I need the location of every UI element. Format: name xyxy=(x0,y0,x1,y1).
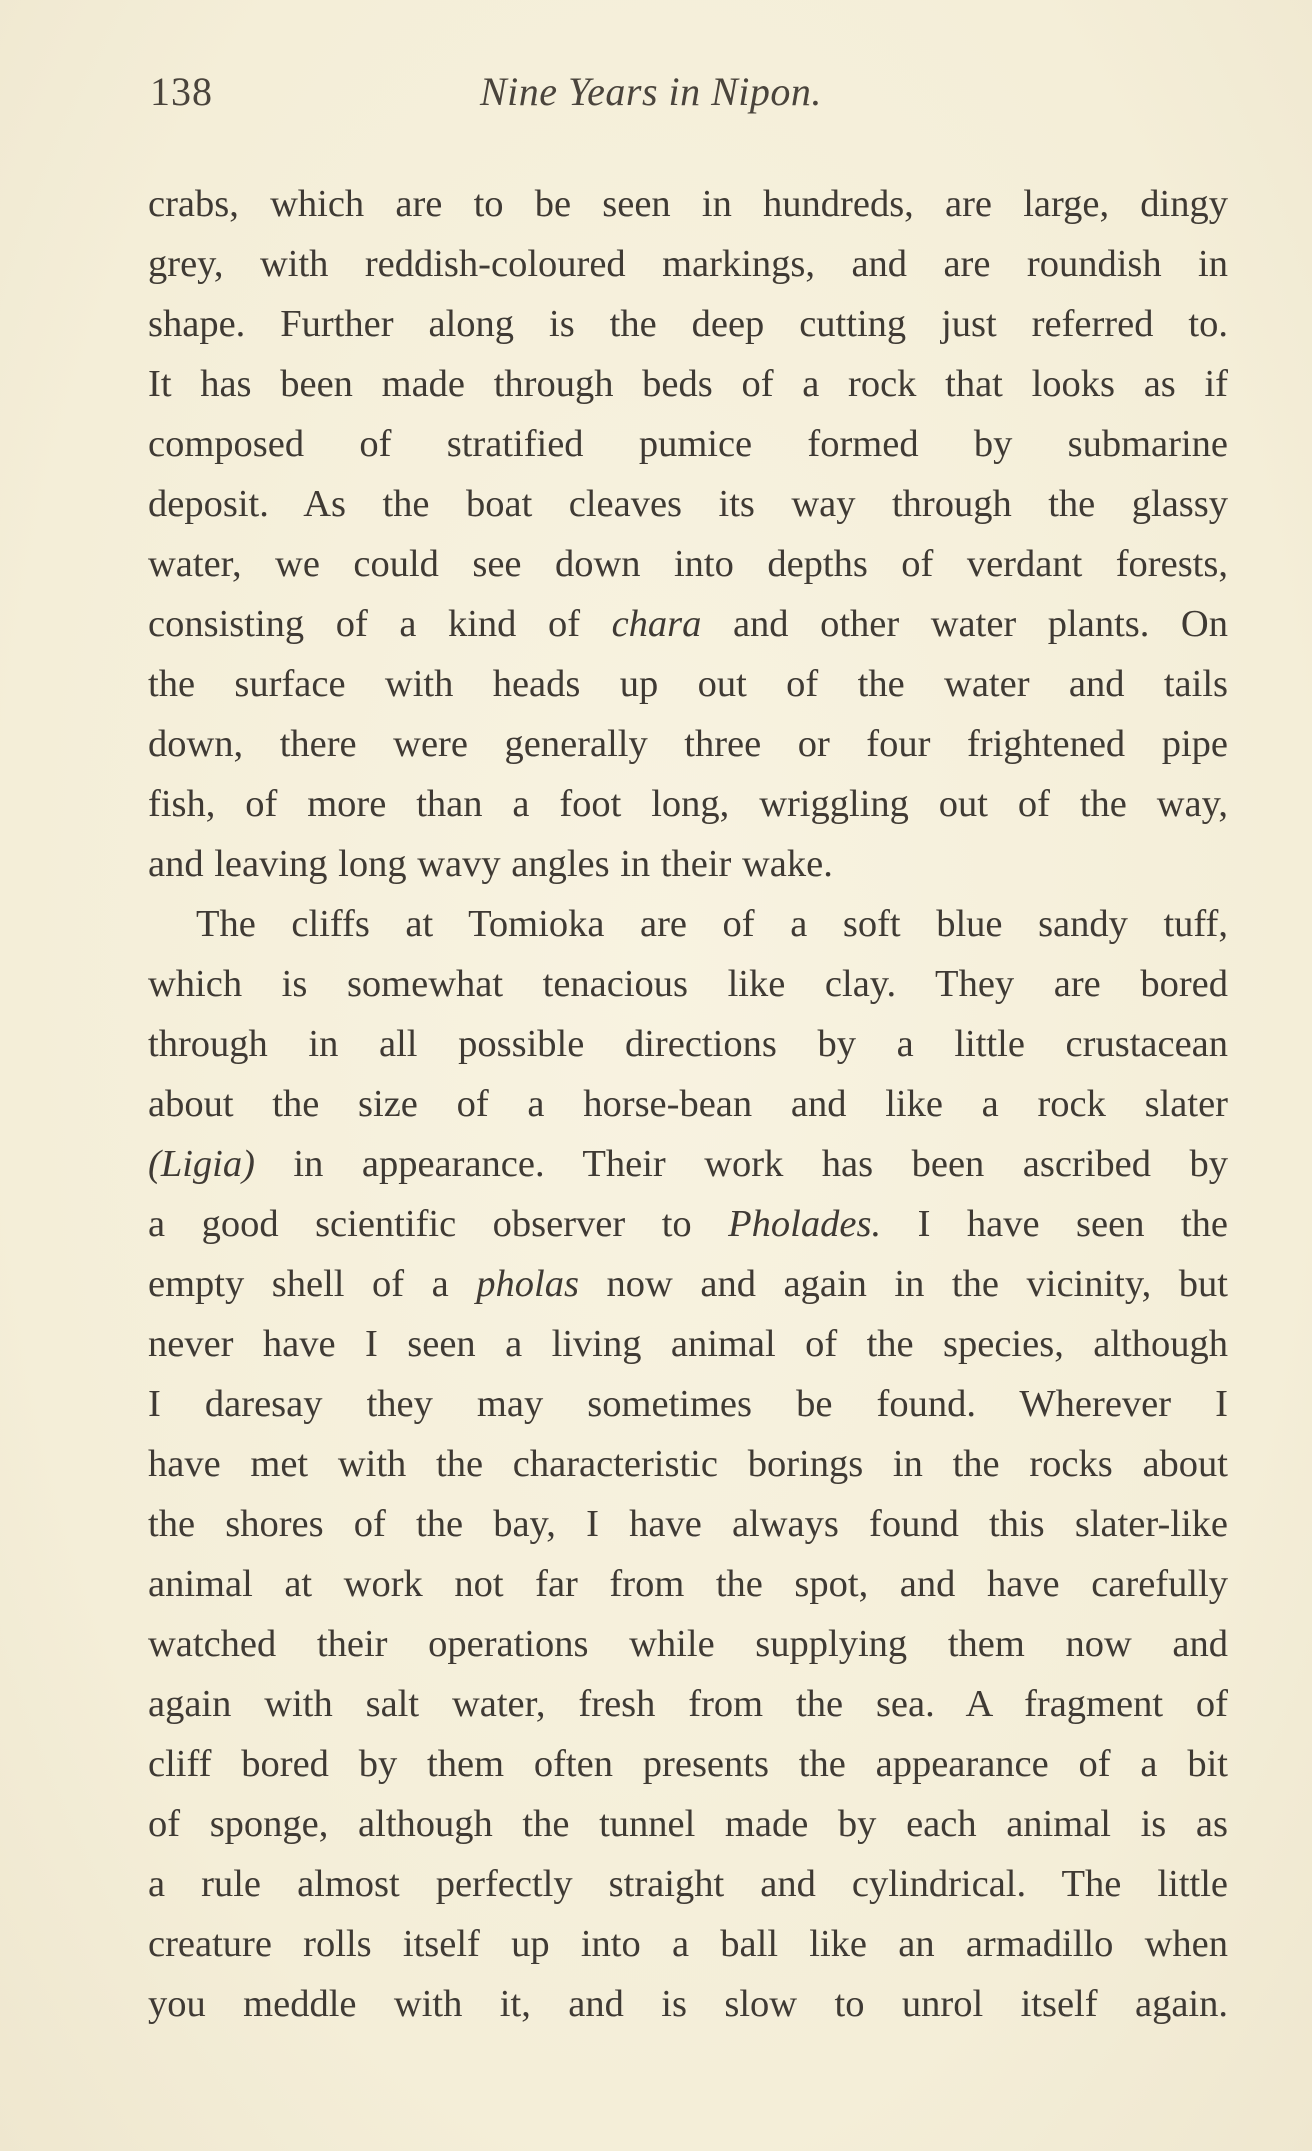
text-line: through in all possible directions by a little crustacean xyxy=(148,1023,1228,1065)
text-line: creature rolls itself up into a ball like an armadillo when xyxy=(148,1923,1228,1965)
text-line: cliff bored by them often presents the appearance of a bit xyxy=(148,1743,1228,1785)
line-segment: consisting of a kind of xyxy=(148,603,612,645)
page-number: 138 xyxy=(150,69,213,114)
italic-term: chara xyxy=(611,603,702,645)
text-line: down, there were generally three or four frightened pipe xyxy=(148,723,1228,765)
text-line xyxy=(148,1254,1228,1314)
text-line: about the size of a horse-bean and like a rock slater xyxy=(148,1083,1228,1125)
text-line xyxy=(148,1194,1228,1254)
text-line: and leaving long wavy angles in their wake. xyxy=(148,843,833,885)
text-line: have met with the characteristic borings in the rocks about xyxy=(148,1443,1228,1485)
italic-term: (Ligia) xyxy=(148,1143,255,1185)
line-segment: I have seen the xyxy=(881,1203,1228,1245)
text-line: again with salt water, fresh from the sea. A fragment of xyxy=(148,1683,1228,1725)
text-line: grey, with reddish-coloured markings, and are roundish in xyxy=(148,243,1228,285)
text-line: which is somewhat tenacious like clay. They are bored xyxy=(148,963,1228,1005)
paragraph xyxy=(148,894,1228,2034)
text-line: of sponge, although the tunnel made by each animal is as xyxy=(148,1803,1228,1845)
line-segment: and other water plants. On xyxy=(701,603,1228,645)
text-line: deposit. As the boat cleaves its way through the glassy xyxy=(148,483,1228,525)
line-segment: in appearance. Their work has been ascribed by xyxy=(254,1143,1228,1185)
italic-term: Pholades. xyxy=(728,1203,882,1245)
text-line: water, we could see down into depths of verdant forests, xyxy=(148,543,1228,585)
text-line: composed of stratified pumice formed by submarine xyxy=(148,423,1228,465)
paragraph xyxy=(148,174,1228,894)
text-line: fish, of more than a foot long, wriggling out of the way, xyxy=(148,783,1228,825)
text-line: I daresay they may sometimes be found. Wherever I xyxy=(148,1383,1228,1425)
text-line: never have I seen a living animal of the species, although xyxy=(148,1323,1228,1365)
text-line xyxy=(148,594,1228,654)
body-text xyxy=(148,174,1228,2034)
text-line: The cliffs at Tomioka are of a soft blue sandy tuff, xyxy=(196,903,1228,945)
text-line: crabs, which are to be seen in hundreds, are large, dingy xyxy=(148,183,1228,225)
text-line: the surface with heads up out of the water and tails xyxy=(148,663,1228,705)
text-line: animal at work not far from the spot, and have carefully xyxy=(148,1563,1228,1605)
text-line: It has been made through beds of a rock that looks as if xyxy=(148,363,1228,405)
running-title: Nine Years in Nipon. xyxy=(480,69,822,114)
text-line: the shores of the bay, I have always found this slater-like xyxy=(148,1503,1228,1545)
text-line: a rule almost perfectly straight and cylindrical. The little xyxy=(148,1863,1228,1905)
text-line xyxy=(148,1134,1228,1194)
text-line: shape. Further along is the deep cutting just referred to. xyxy=(148,303,1228,345)
line-segment: empty shell of a xyxy=(148,1263,477,1305)
line-segment: now and again in the vicinity, but xyxy=(578,1263,1228,1305)
running-head xyxy=(150,62,1230,122)
line-segment: a good scientific observer to xyxy=(148,1203,729,1245)
text-line: watched their operations while supplying them now and xyxy=(148,1623,1228,1665)
text-line: you meddle with it, and is slow to unrol itself again. xyxy=(148,1983,1228,2025)
italic-term: pholas xyxy=(476,1263,579,1305)
